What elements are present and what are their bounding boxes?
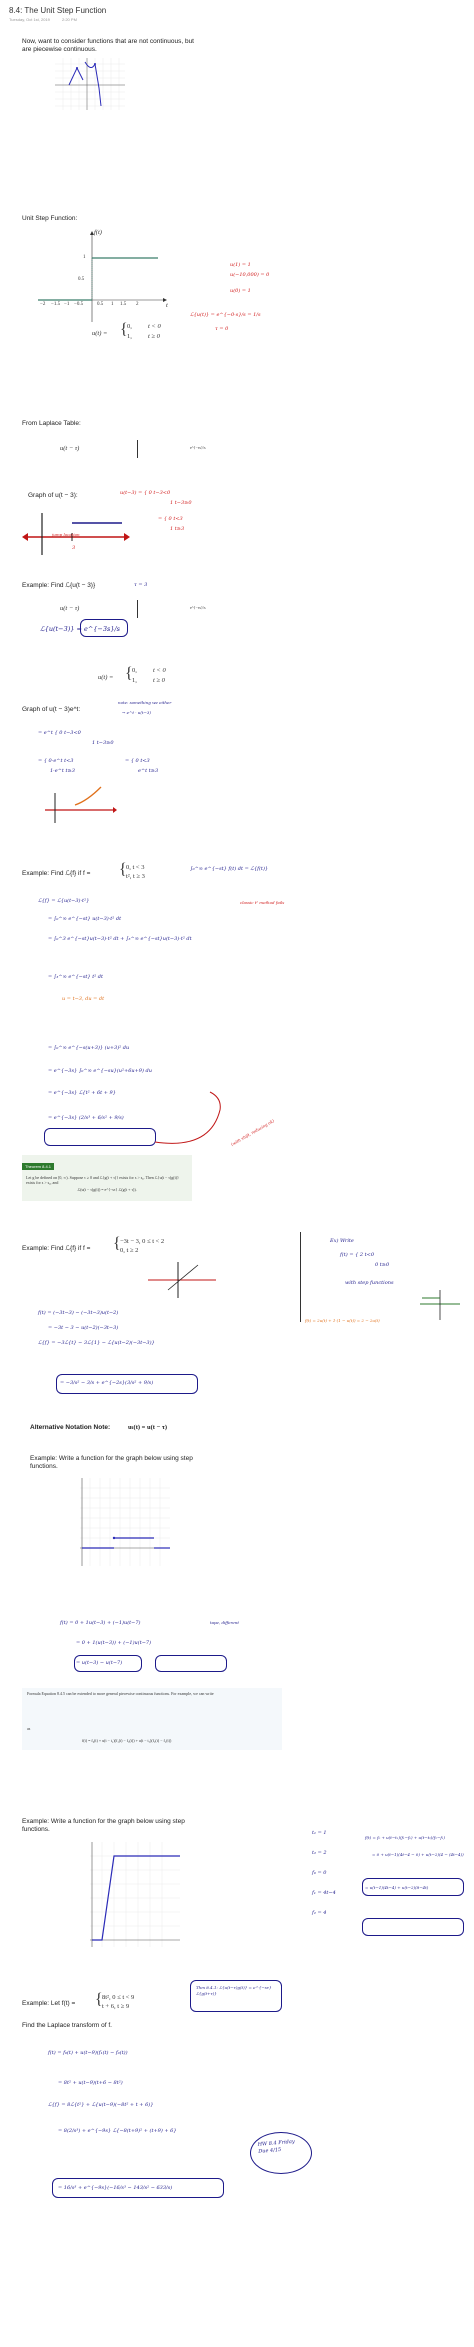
theorem-box	[22, 1155, 192, 1201]
ink-ex4-side: tape, different	[210, 1620, 239, 1625]
ink-note2: → e^t · u(t−3)	[122, 710, 151, 715]
ink-g2-b: 1 t−3≥0	[92, 740, 114, 746]
ink-3mark: 3	[72, 545, 76, 551]
ex2-brace: {	[119, 861, 127, 878]
ex2-line-6: = e^{−3s} ∫₀^∞ e^{−su}(u²+6u+9) du	[48, 1068, 152, 1074]
unit-step-graph	[38, 230, 168, 322]
ex5-t1: t₁ = 1	[312, 1830, 327, 1836]
xtick-6: 1	[111, 302, 114, 307]
ex3-line-1: = −3t − 3 − u(t−2)(−3t−3)	[48, 1325, 119, 1331]
ex6-line-4: = 16/s³ + e^{−9s}(−16/s³ − 143/s² − 633/s)	[58, 2185, 173, 2191]
ex6-due-circle	[250, 2132, 312, 2174]
alt-note-formula: uₜ(t) = u(t − τ)	[128, 1424, 168, 1431]
theorem-text: Let g be defined on [0, ∞). Suppose τ ≥ 0 and ℒ{g(t + τ)} exists for s > s₀. Then ℒ{u(t − τ)g(t)} exists for s > s₀, and	[26, 1175, 179, 1185]
xtick-5: 0.5	[97, 302, 104, 307]
tick-1: 1	[83, 255, 86, 260]
table-lhs: u(t − τ)	[60, 445, 80, 452]
ink-ex2-side: classic t² method fails	[240, 900, 285, 905]
example-5-heading-2: functions.	[22, 1826, 50, 1833]
intro-line-1: Now, want to consider functions that are not continuous, but	[22, 38, 194, 45]
xtick-7: 1.5	[120, 302, 127, 307]
axis-t-label: t	[166, 302, 168, 309]
example-4-heading-1: Example: Write a function for the graph below using step	[30, 1455, 193, 1462]
intro-piecewise-graph	[55, 58, 125, 110]
ink-jump: jump location	[52, 532, 80, 537]
ex5-line-2: = u(t−1)(4t−4) + u(t−2)(8−4t)	[365, 1885, 429, 1890]
ink-ex6-due: HW 8.4 Friday Due 4/15	[257, 2138, 295, 2155]
example-2-heading: Example: Find ℒ{f} if f =	[22, 870, 91, 877]
ink-ex3-r1: Ex) Write	[330, 1238, 354, 1244]
ex5-line-0: f(t) = f₀ + u(t−t₁)(f₁−f₀) + u(t−t₂)(f₂−f₁)	[365, 1835, 445, 1840]
table-divider	[137, 440, 138, 458]
ex2-line-2: = ∫₀^3 e^{−st}u(t−3)·t² dt + ∫₃^∞ e^{−st}u(t−3)·t² dt	[48, 936, 192, 942]
ex2-line-5: = ∫₀^∞ e^{−s(u+3)} (u+3)² du	[48, 1045, 130, 1051]
ex4-answer-box-1	[74, 1655, 142, 1672]
udef-brace: {	[120, 321, 128, 338]
ex6-line-1: = 8t² + u(t−9)(t+6 − 8t²)	[58, 2080, 123, 2086]
ex3-line-3: = −3/s² − 3/s + e^{−2s}(3/s² + 9/s)	[60, 1380, 154, 1386]
ex5-graph	[90, 1842, 180, 1947]
page-date: Tuesday, Oct 1st, 2019	[9, 17, 50, 22]
ex2-line-3: = ∫₃^∞ e^{−st} t² dt	[48, 974, 104, 980]
udef-lhs: u(t) =	[92, 330, 108, 337]
graph-shift-heading: Graph of u(t − 3):	[28, 492, 78, 499]
alt-note-label: Alternative Notation Note:	[30, 1424, 111, 1431]
ex2-line-7: = e^{−3s} ℒ{t² + 6t + 9}	[48, 1090, 116, 1096]
ink-u3: u(0) = 1	[230, 288, 251, 294]
ex3-divider	[300, 1232, 301, 1322]
ex4-graph	[80, 1478, 170, 1566]
example-1-heading: Example: Find ℒ{u(t − 3)}	[22, 582, 96, 589]
ex3-case2: 0, t ≥ 2	[120, 1247, 139, 1254]
ex6-case1: 8t², 0 ≤ t < 9	[102, 1994, 135, 2001]
ex6-line-2: ℒ{f} = 8ℒ{t²} + ℒ{u(t−9)(−8t² + t + 6)}	[48, 2102, 154, 2108]
ink-g2-d: 1·e^t t≥3	[50, 768, 75, 774]
ink-shift-2: 1 t−3≥0	[170, 500, 192, 506]
ink-ex2-top: ∫₀^∞ e^{−st} f(t) dt = ℒ{f(t)}	[190, 866, 269, 872]
udef-case2: 1,	[127, 333, 132, 340]
formula-panel	[22, 1688, 282, 1750]
ink-note: note: something we either	[118, 700, 172, 705]
ink-ex3-r3: 0 t≥0	[375, 1262, 390, 1268]
ex1-case2: 1,	[132, 677, 137, 684]
ex2-line-1: = ∫₀^∞ e^{−st} u(t−3)·t² dt	[48, 916, 122, 922]
ex1-lhs: u(t − τ)	[60, 605, 80, 612]
ex2-case2: t², t ≥ 3	[126, 873, 145, 880]
ink-g2-f: e^t t≥3	[138, 768, 159, 774]
udef-cond1: t < 0	[148, 323, 161, 330]
laplace-table-heading: From Laplace Table:	[22, 420, 81, 427]
udef-case1: 0,	[127, 323, 132, 330]
ex1-divider	[137, 600, 138, 618]
ink-g2-c: = { 0·e^t t<3	[38, 758, 74, 764]
ex5-t4: f₁ = 4t−4	[312, 1890, 336, 1896]
example-6-heading: Example: Let f(t) =	[22, 2000, 76, 2007]
ex3-line-2: ℒ{f} = −3ℒ{t} − 3ℒ{1} − ℒ{u(t−2)(−3t−3)}	[38, 1340, 155, 1346]
ex5-line-1: = 0 + u(t−1)(4t−4 − 0) + u(t−2)(4 − (4t−4))	[372, 1852, 464, 1857]
ex1-cond1: t < 0	[153, 667, 166, 674]
axis-f-label: f(t)	[94, 229, 102, 236]
ex6-answer-box	[52, 2178, 224, 2198]
formula-as: as	[27, 1726, 31, 1731]
ex5-answer-box	[362, 1878, 464, 1896]
ink-g2-e: = { 0 t<3	[125, 758, 150, 764]
ex4-line-1: = 0 + 1(u(t−3)) + (−1)u(t−7)	[76, 1640, 152, 1646]
ex6-case2: t + 6, t ≥ 9	[102, 2003, 130, 2010]
ex2-line-4: u = t−3, du = dt	[62, 996, 105, 1002]
example-6-sub: Find the Laplace transform of f.	[22, 2022, 112, 2029]
ink-ex6-thm: Thm 8.4.1: ℒ{u(t−τ)g(t)} = e^{−sτ}ℒ{g(t+τ)}	[196, 1985, 272, 1996]
ex2-line-8: = e^{−3s} (2/s³ + 6/s² + 9/s)	[48, 1115, 124, 1121]
ex1-answer: ℒ{u(t−3)} = e^{−3s}/s	[40, 625, 120, 633]
ink-laplace-u: ℒ{u(t)} = e^{−0·s}/s = 1/s	[190, 312, 261, 318]
graph-2-sketch	[45, 785, 115, 825]
ink-tau0: τ = 0	[215, 326, 229, 332]
page-time: 2:20 PM	[62, 17, 77, 22]
theorem-label: Theorem 8.4.1	[22, 1163, 54, 1170]
xtick-1: −1.5	[51, 302, 61, 307]
ink-shift-4: 1 t≥3	[170, 526, 185, 532]
ex2-arrow	[150, 1090, 230, 1150]
ink-tau3: τ = 3	[134, 582, 148, 588]
ex6-thm-box	[190, 1980, 282, 2012]
ex3-brace: {	[113, 1235, 121, 1252]
ex4-line-2: = u(t−3) − u(t−7)	[76, 1660, 123, 1666]
ink-u2: u(−10,000) = 0	[230, 272, 270, 278]
ex1-def-brace: {	[125, 665, 133, 682]
ex5-answer-box-2	[362, 1918, 464, 1936]
intro-line-2: are piecewise continuous.	[22, 46, 97, 53]
xtick-0: −2	[40, 302, 46, 307]
ex1-answer-box	[80, 619, 128, 637]
ex2-line-0: ℒ{f} = ℒ{u(t−3)·t²}	[38, 898, 90, 904]
example-4-heading-2: functions.	[30, 1463, 58, 1470]
ex6-line-0: f(t) = f₀(t) + u(t−9)(f₁(t) − f₀(t))	[48, 2050, 128, 2056]
ex3-case1: −3t − 3, 0 ≤ t < 2	[120, 1238, 165, 1245]
ex3-answer-box	[56, 1374, 198, 1394]
example-5-heading-1: Example: Write a function for the graph below using step	[22, 1818, 185, 1825]
formula-caption: Formula Equation 8.4.5 can be extended to more general piecewise continuous functions. For example, we can write	[27, 1691, 214, 1696]
theorem-formula: ℒ(u(t − τ)g(t)) = e^{−sτ} ℒ(g(t + τ)).	[77, 1187, 137, 1192]
ex5-t5: f₂ = 4	[312, 1910, 327, 1916]
table-rhs: e^{−τs}/s	[190, 445, 206, 450]
ex4-answer-box-2	[155, 1655, 227, 1672]
ex5-t3: f₀ = 0	[312, 1870, 327, 1876]
ink-shift-3: = { 0 t<3	[158, 516, 183, 522]
ink-u1: u(1) = 1	[230, 262, 251, 268]
ex6-line-3: = 8(2/s³) + e^{−9s} ℒ{−8(t+9)² + (t+9) + 6}	[58, 2128, 177, 2134]
ink-ex3-r2: f(t) = { 2 t<0	[340, 1252, 375, 1258]
ex2-answer-box	[44, 1128, 156, 1146]
ink-ex2-check: (with shift, reducing ok)	[230, 1118, 275, 1147]
ex3-line-0: f(t) = (−3t−3) − (−3t−3)u(t−2)	[38, 1310, 119, 1316]
ink-shift-1: u(t−3) = { 0 t−3<0	[120, 490, 171, 496]
ex3-sketch	[148, 1260, 218, 1300]
tick-05: 0.5	[78, 277, 85, 282]
xtick-2: −1	[64, 302, 70, 307]
ink-g2-a: = e^t { 0 t−3<0	[38, 730, 81, 736]
xtick-3: −0.5	[74, 302, 84, 307]
ink-ex3-r5: f(t) = 2u(t) + 1·(1 − u(t)) = 2 − 2u(t)	[305, 1318, 380, 1323]
page-title: 8.4: The Unit Step Function	[9, 6, 107, 15]
ex1-case1: 0,	[132, 667, 137, 674]
ex1-rhs: e^{−τs}/s	[190, 605, 206, 610]
ex4-line-0: f(t) = 0 + 1u(t−3) + (−1)u(t−7)	[60, 1620, 141, 1626]
udef-cond2: t ≥ 0	[148, 333, 160, 340]
ex5-t2: t₂ = 2	[312, 1850, 327, 1856]
graph-2-heading: Graph of u(t − 3)e^t:	[22, 706, 81, 713]
ex1-cond2: t ≥ 0	[153, 677, 165, 684]
example-3-heading: Example: Find ℒ{f} if f =	[22, 1245, 91, 1252]
ex3-right-sketch	[420, 1290, 460, 1320]
ex6-brace: {	[95, 1991, 103, 2008]
unit-step-heading: Unit Step Function:	[22, 215, 78, 222]
ex2-case1: 0, t < 3	[126, 864, 145, 871]
formula-final: f(t) = f₀(t) + u(t − t₁)(f₁(t) − f₀(t)) + u(t − t₂)(f₂(t) − f₁(t))	[82, 1738, 172, 1743]
ex1-def-lhs: u(t) =	[98, 674, 114, 681]
ink-ex3-r4: with step functions	[345, 1280, 394, 1286]
xtick-8: 2	[136, 302, 139, 307]
